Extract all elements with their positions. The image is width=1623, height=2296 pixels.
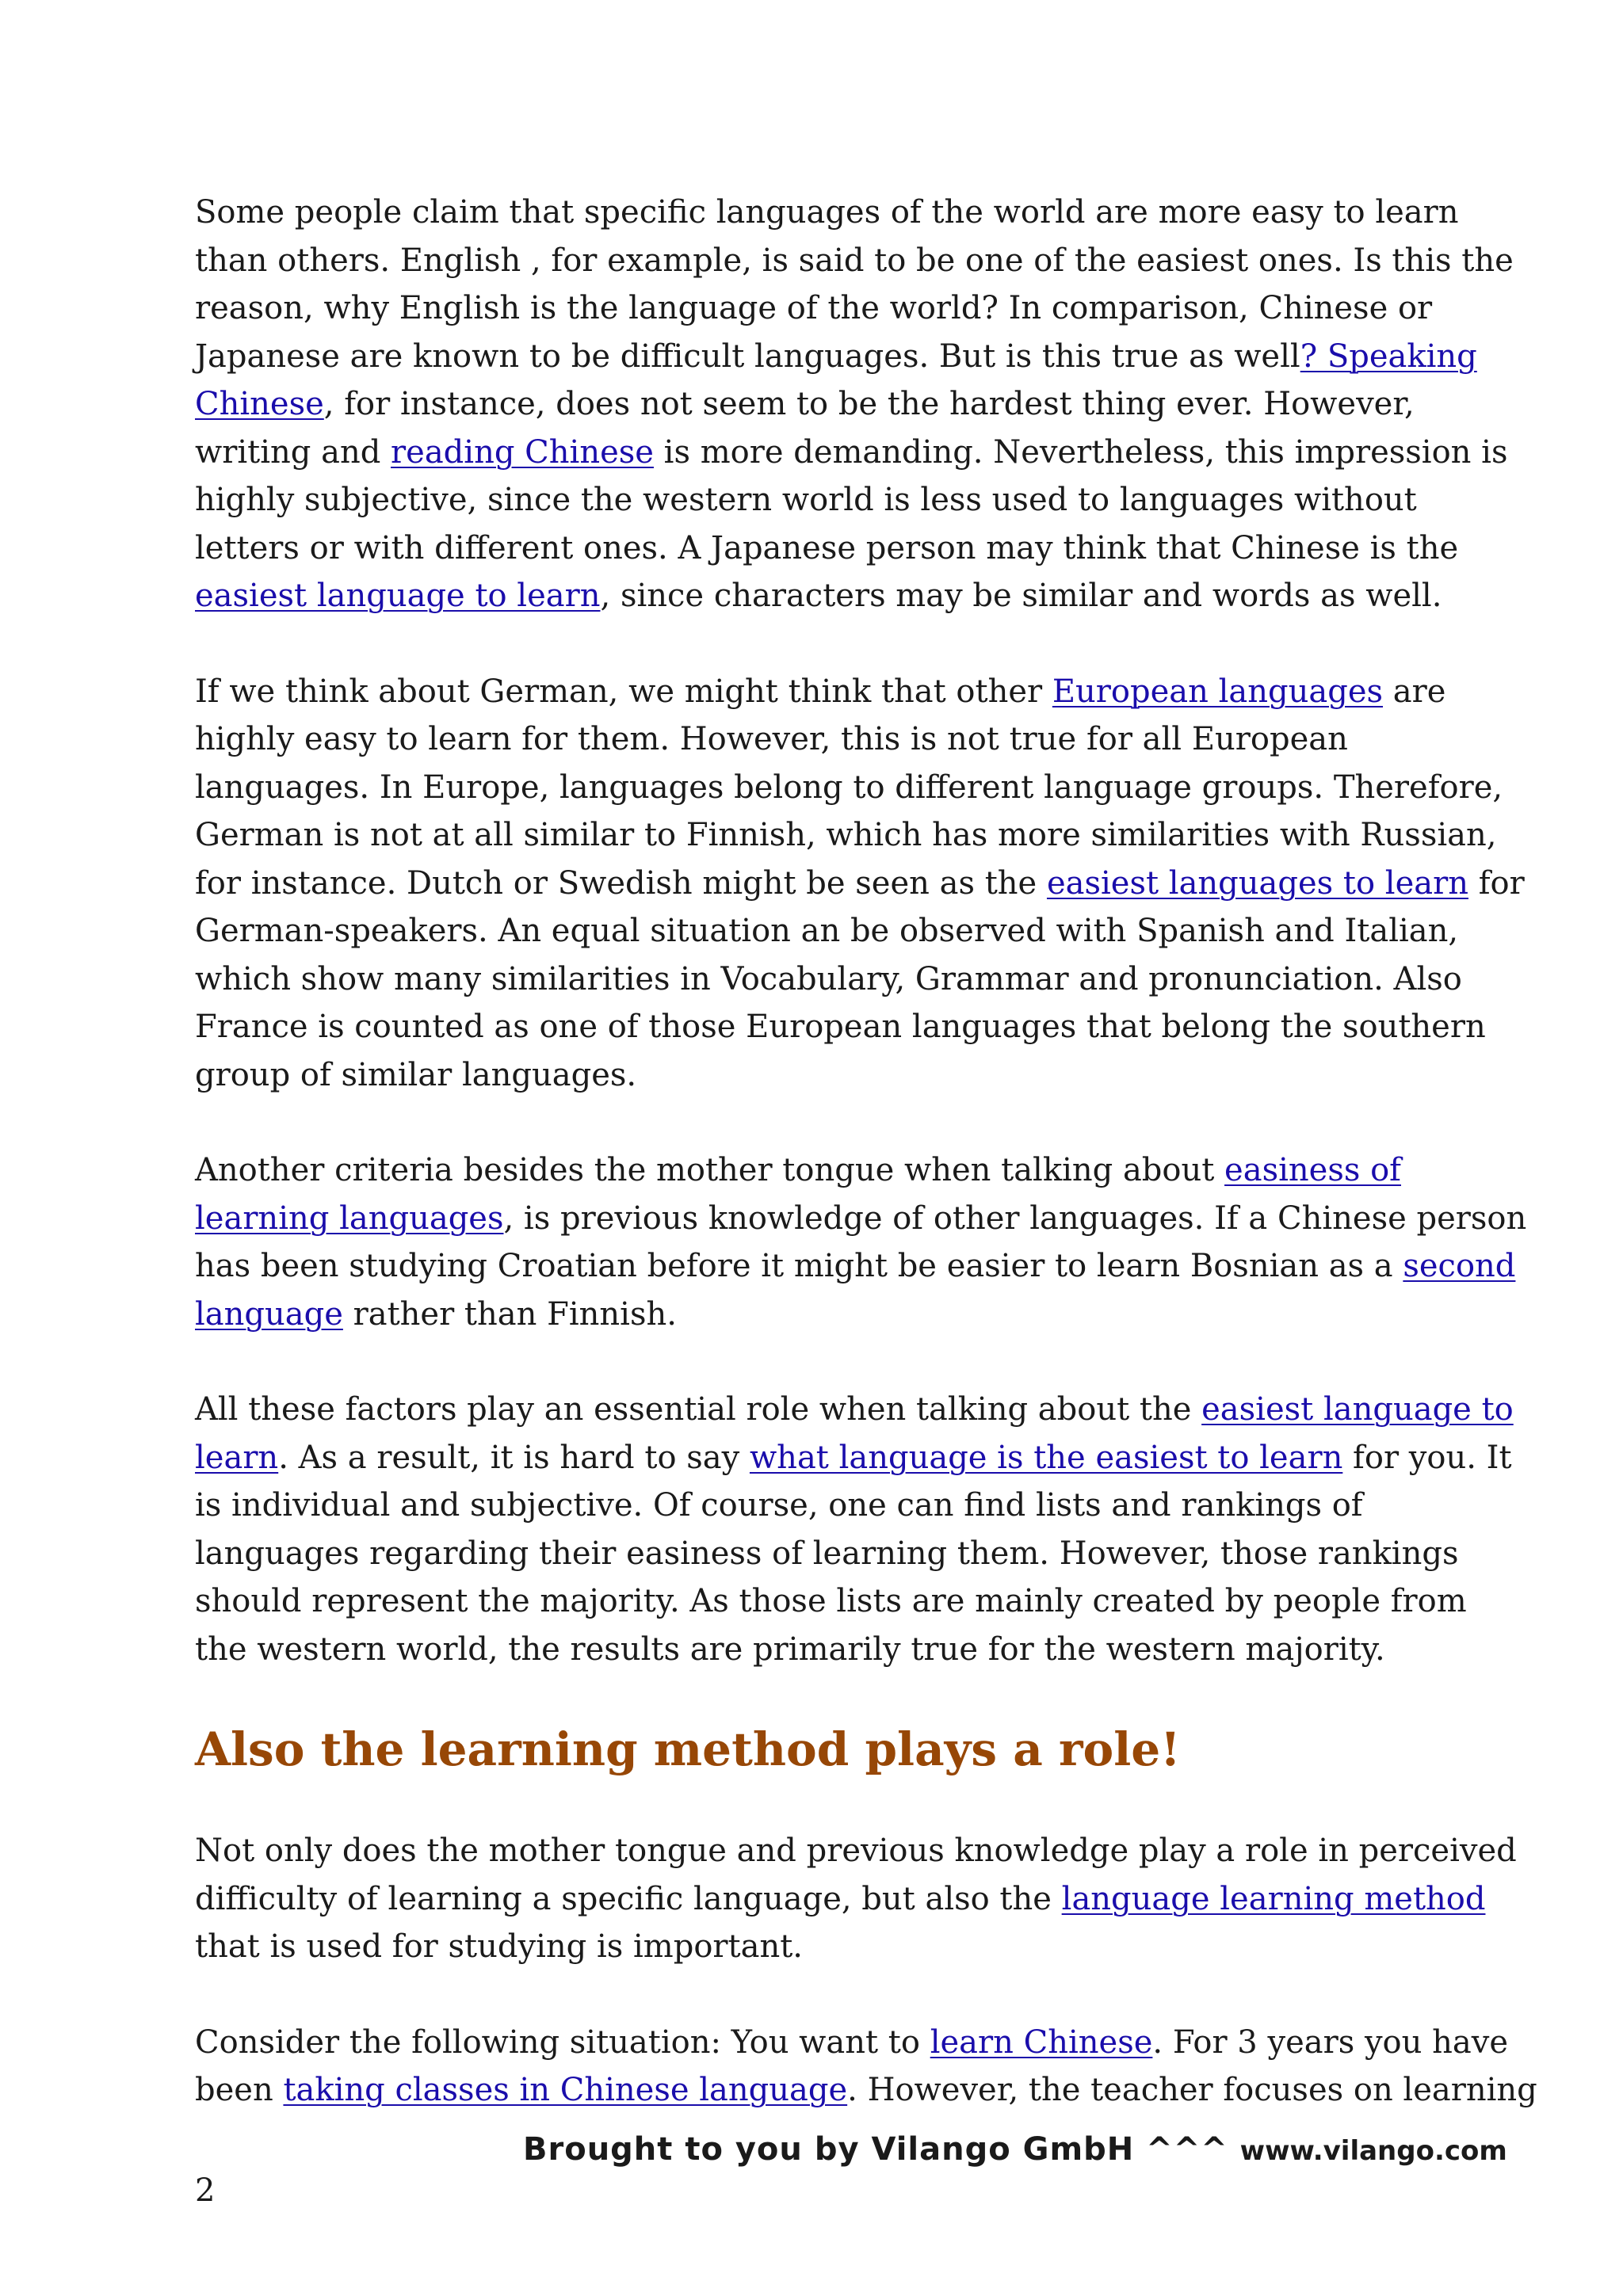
hyperlink[interactable]: language <box>195 1295 343 1333</box>
text-run: German is not at all similar to Finnish, which has more similarities with Russian, <box>195 817 1497 853</box>
hyperlink[interactable]: what language is the easiest to learn <box>749 1439 1343 1476</box>
text-run: All these factors play an essential role when talking about the <box>195 1391 1202 1428</box>
hyperlink[interactable]: easiest languages to learn <box>1046 864 1468 902</box>
text-run: , is previous knowledge of other languages. If a Chinese person <box>503 1199 1527 1237</box>
text-line <box>195 1386 1514 1434</box>
text-line <box>195 1051 1455 1100</box>
text-line <box>195 380 1455 429</box>
text-run: are <box>1383 673 1446 710</box>
paragraph <box>195 1827 1517 1971</box>
text-run: for <box>1468 864 1525 902</box>
text-run: , for instance, does not seem to be the hardest thing ever. However, <box>323 386 1415 422</box>
text-run: than others. English , for example, is said to be one of the easiest ones. Is this the <box>195 242 1514 279</box>
hyperlink[interactable]: European languages <box>1052 673 1384 710</box>
hyperlink[interactable]: ? Speaking <box>1300 338 1477 375</box>
hyperlink[interactable]: learn <box>195 1439 279 1476</box>
hyperlink[interactable]: learning languages <box>195 1199 504 1237</box>
text-line <box>195 1827 1517 1875</box>
text-line <box>195 1434 1512 1482</box>
footer-website: www.vilango.com <box>1239 2135 1507 2167</box>
text-run: rather than Finnish. <box>342 1295 677 1333</box>
section-heading: Also the learning method plays a role! <box>195 1722 1181 1776</box>
text-line <box>195 1003 1486 1051</box>
hyperlink[interactable]: easiest language to learn <box>195 578 601 614</box>
text-run: France is counted as one of those European languages that belong the southern <box>195 1009 1486 1045</box>
text-run: is more demanding. Nevertheless, this impression is <box>653 433 1508 471</box>
text-line <box>195 1146 1455 1195</box>
text-run: If we think about German, we might think that other <box>195 673 1052 710</box>
text-line <box>195 907 1459 955</box>
hyperlink[interactable]: second <box>1403 1248 1516 1284</box>
document-page <box>195 189 1537 2162</box>
text-line <box>195 811 1497 860</box>
text-line <box>195 1482 1455 1530</box>
text-run: Consider the following situation: You want to <box>195 2023 930 2061</box>
text-line <box>195 1626 1455 1674</box>
text-run: writing and <box>195 433 391 471</box>
text-run: for you. It <box>1342 1439 1512 1476</box>
text-line <box>195 2066 1537 2115</box>
text-run: . For 3 years you have <box>1152 2023 1508 2061</box>
text-run: , since characters may be similar and words as well. <box>600 578 1442 614</box>
text-line <box>195 189 1459 237</box>
hyperlink[interactable]: language learning method <box>1061 1880 1486 1917</box>
hyperlink[interactable]: Chinese <box>195 386 324 422</box>
text-line <box>195 1530 1459 1578</box>
paragraph <box>195 668 1525 1100</box>
text-line <box>195 1875 1486 1924</box>
paragraph <box>195 1386 1514 1673</box>
text-run: Not only does the mother tongue and previous knowledge play a role in perceived <box>195 1833 1517 1869</box>
text-run: difficulty of learning a specific language, but also the <box>195 1880 1062 1917</box>
text-run: is individual and subjective. Of course, one can find lists and rankings of <box>195 1487 1363 1524</box>
text-run: languages regarding their easiness of learning them. However, those rankings <box>195 1535 1459 1572</box>
text-run: Some people claim that specific languages of the world are more easy to learn <box>195 194 1459 231</box>
text-line <box>195 237 1514 285</box>
text-run: group of similar languages. <box>195 1056 637 1093</box>
paragraph <box>195 2019 1537 2115</box>
text-line <box>195 764 1503 812</box>
text-run: highly easy to learn for them. However, this is not true for all European <box>195 721 1348 757</box>
text-line <box>195 572 1455 620</box>
text-run: reason, why English is the language of the world? In comparison, Chinese or <box>195 290 1433 326</box>
footer-branding <box>523 2131 1507 2168</box>
text-line <box>195 955 1462 1004</box>
text-run: . However, the teacher focuses on learning <box>847 2072 1537 2108</box>
body-text-section <box>195 189 1527 1673</box>
text-line <box>195 429 1508 477</box>
text-line <box>195 1195 1527 1243</box>
text-run: been <box>195 2072 284 2108</box>
text-run: German-speakers. An equal situation an be observed with Spanish and Italian, <box>195 913 1459 949</box>
hyperlink[interactable]: easiest language to <box>1201 1391 1514 1428</box>
hyperlink[interactable]: taking classes in Chinese language <box>283 2072 848 2108</box>
text-line <box>195 1923 1455 1971</box>
text-line <box>195 524 1459 573</box>
text-line <box>195 2019 1508 2067</box>
page-number: 2 <box>195 2172 216 2209</box>
hyperlink[interactable]: learn Chinese <box>930 2023 1153 2061</box>
text-line <box>195 333 1477 381</box>
text-run: Japanese are known to be difficult languages. But is this true as well <box>195 338 1300 375</box>
text-line <box>195 476 1455 524</box>
text-run: for instance. Dutch or Swedish might be seen as the <box>195 864 1047 902</box>
hyperlink[interactable]: reading Chinese <box>391 433 654 471</box>
text-run: letters or with different ones. A Japanese person may think that Chinese is the <box>195 529 1459 566</box>
text-line <box>195 715 1455 764</box>
text-line <box>195 668 1455 716</box>
text-run: highly subjective, since the western world is less used to languages without <box>195 482 1417 518</box>
text-line <box>195 1291 1455 1339</box>
paragraph <box>195 189 1514 620</box>
text-run: should represent the majority. As those lists are mainly created by people from <box>195 1583 1467 1619</box>
text-run: which show many similarities in Vocabulary, Grammar and pronunciation. Also <box>195 960 1462 997</box>
text-run: . As a result, it is hard to say <box>278 1439 750 1476</box>
hyperlink[interactable]: easiness of <box>1224 1152 1401 1188</box>
text-run: that is used for studying is important. <box>195 1928 803 1965</box>
body-text-section-2 <box>195 1827 1537 2115</box>
text-line <box>195 284 1455 333</box>
text-line <box>195 1577 1467 1626</box>
text-run: languages. In Europe, languages belong to different language groups. Therefore, <box>195 769 1503 806</box>
text-run: has been studying Croatian before it might be easier to learn Bosnian as a <box>195 1248 1403 1284</box>
text-run: Another criteria besides the mother tongue when talking about <box>195 1152 1225 1188</box>
paragraph <box>195 1146 1527 1338</box>
text-run: the western world, the results are primarily true for the western majority. <box>195 1630 1385 1668</box>
footer-brand-text: Brought to you by Vilango GmbH ^^^ <box>523 2131 1240 2168</box>
text-line <box>195 860 1525 908</box>
text-line <box>195 1242 1516 1291</box>
